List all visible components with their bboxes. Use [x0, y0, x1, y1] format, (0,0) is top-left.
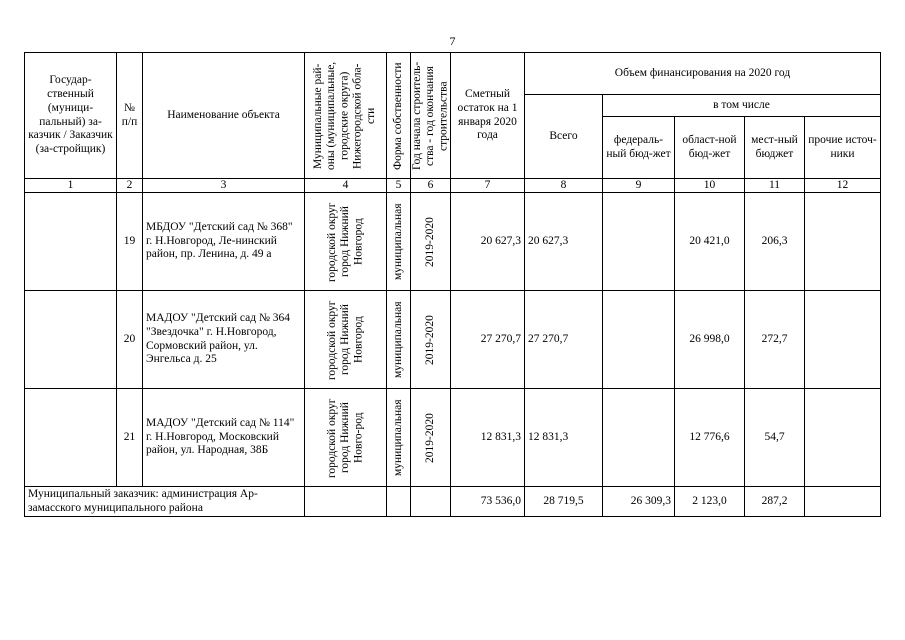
summary-empty-cell	[305, 487, 387, 517]
district-cell	[305, 389, 387, 487]
page-number: 7	[449, 34, 456, 48]
years: 2019-2020	[423, 314, 436, 365]
years-cell	[411, 193, 451, 291]
header-districts-cell	[305, 53, 387, 179]
row-index: 19	[117, 193, 143, 291]
summary-label: Муниципальный заказчик: администрация Ар-замасского муниципального района	[25, 487, 305, 517]
ownership: муниципальная	[391, 399, 404, 476]
summary-other	[805, 487, 881, 517]
estimate-value: 27 270,7	[451, 291, 525, 389]
customer-cell	[25, 389, 117, 487]
summary-local: 287,2	[745, 487, 805, 517]
column-number: 7	[451, 179, 525, 193]
header-object-name: Наименование объекта	[143, 53, 305, 179]
district: городской округ город Нижний Новгород	[325, 201, 365, 282]
local-value: 54,7	[745, 389, 805, 487]
summary-row	[25, 487, 881, 517]
header-federal: федераль-ный бюд-жет	[603, 117, 675, 179]
header-including: в том числе	[603, 95, 881, 117]
local-value: 206,3	[745, 193, 805, 291]
column-number: 8	[525, 179, 603, 193]
federal-value	[603, 291, 675, 389]
column-number: 10	[675, 179, 745, 193]
object-name: МАДОУ "Детский сад № 364 "Звездочка" г. Н.Новгород, Сормовский район, ул. Энгельса д. 25	[143, 291, 305, 389]
years-cell	[411, 389, 451, 487]
other-value	[805, 291, 881, 389]
header-funding: Объем финансирования на 2020 год	[525, 53, 881, 95]
estimate-value: 12 831,3	[451, 389, 525, 487]
row-index: 21	[117, 389, 143, 487]
header-other: прочие источ-ники	[805, 117, 881, 179]
header-years: Год начала строитель-ства - год окончания строительства	[411, 61, 450, 170]
column-number: 3	[143, 179, 305, 193]
column-number: 9	[603, 179, 675, 193]
column-number: 11	[745, 179, 805, 193]
summary-empty-cell	[387, 487, 411, 517]
regional-value: 12 776,6	[675, 389, 745, 487]
regional-value: 20 421,0	[675, 193, 745, 291]
years: 2019-2020	[423, 412, 436, 463]
header-districts: Муниципальные рай-оны (муниципальные, городские округа) Нижегородской обла-сти	[312, 61, 378, 170]
table-row	[25, 291, 881, 389]
header-row-1	[25, 53, 881, 95]
header-index: № п/п	[117, 53, 143, 179]
federal-value	[603, 389, 675, 487]
summary-estimate: 73 536,0	[451, 487, 525, 517]
estimate-value: 20 627,3	[451, 193, 525, 291]
federal-value	[603, 193, 675, 291]
header-regional: област-ной бюд-жет	[675, 117, 745, 179]
object-name: МАДОУ "Детский сад № 114" г. Н.Новгород, Московский район, ул. Народная, 38Б	[143, 389, 305, 487]
customer-cell	[25, 193, 117, 291]
header-customer: Государ-ственный (муници-пальный) за-казчик / Заказчик (за-стройщик)	[25, 53, 117, 179]
local-value: 272,7	[745, 291, 805, 389]
years-cell	[411, 291, 451, 389]
ownership: муниципальная	[391, 203, 404, 280]
other-value	[805, 389, 881, 487]
summary-regional: 2 123,0	[675, 487, 745, 517]
ownership-cell	[387, 389, 411, 487]
header-ownership-cell	[387, 53, 411, 179]
column-number: 1	[25, 179, 117, 193]
total-value: 12 831,3	[525, 389, 603, 487]
column-number-row	[25, 179, 881, 193]
customer-cell	[25, 291, 117, 389]
ownership-cell	[387, 193, 411, 291]
table-row	[25, 193, 881, 291]
column-number: 5	[387, 179, 411, 193]
column-number: 2	[117, 179, 143, 193]
years: 2019-2020	[423, 216, 436, 267]
district-cell	[305, 193, 387, 291]
summary-empty-cell	[411, 487, 451, 517]
object-name: МБДОУ "Детский сад № 368" г. Н.Новгород, Ле-нинский район, пр. Ленина, д. 49 а	[143, 193, 305, 291]
column-number: 6	[411, 179, 451, 193]
column-number: 4	[305, 179, 387, 193]
district-cell	[305, 291, 387, 389]
header-estimate: Сметный остаток на 1 января 2020 года	[451, 53, 525, 179]
header-years-cell	[411, 53, 451, 179]
funding-table	[24, 52, 881, 517]
summary-total: 28 719,5	[525, 487, 603, 517]
header-ownership: Форма собственности	[391, 61, 404, 170]
regional-value: 26 998,0	[675, 291, 745, 389]
row-index: 20	[117, 291, 143, 389]
ownership-cell	[387, 291, 411, 389]
total-value: 27 270,7	[525, 291, 603, 389]
header-local: мест-ный бюджет	[745, 117, 805, 179]
total-value: 20 627,3	[525, 193, 603, 291]
ownership: муниципальная	[391, 301, 404, 378]
district: городской округ город Нижний Новгород	[325, 299, 365, 380]
column-number: 12	[805, 179, 881, 193]
other-value	[805, 193, 881, 291]
summary-federal: 26 309,3	[603, 487, 675, 517]
table-row	[25, 389, 881, 487]
district: городской округ город Нижний Новго-род	[325, 397, 365, 478]
header-total: Всего	[525, 95, 603, 179]
